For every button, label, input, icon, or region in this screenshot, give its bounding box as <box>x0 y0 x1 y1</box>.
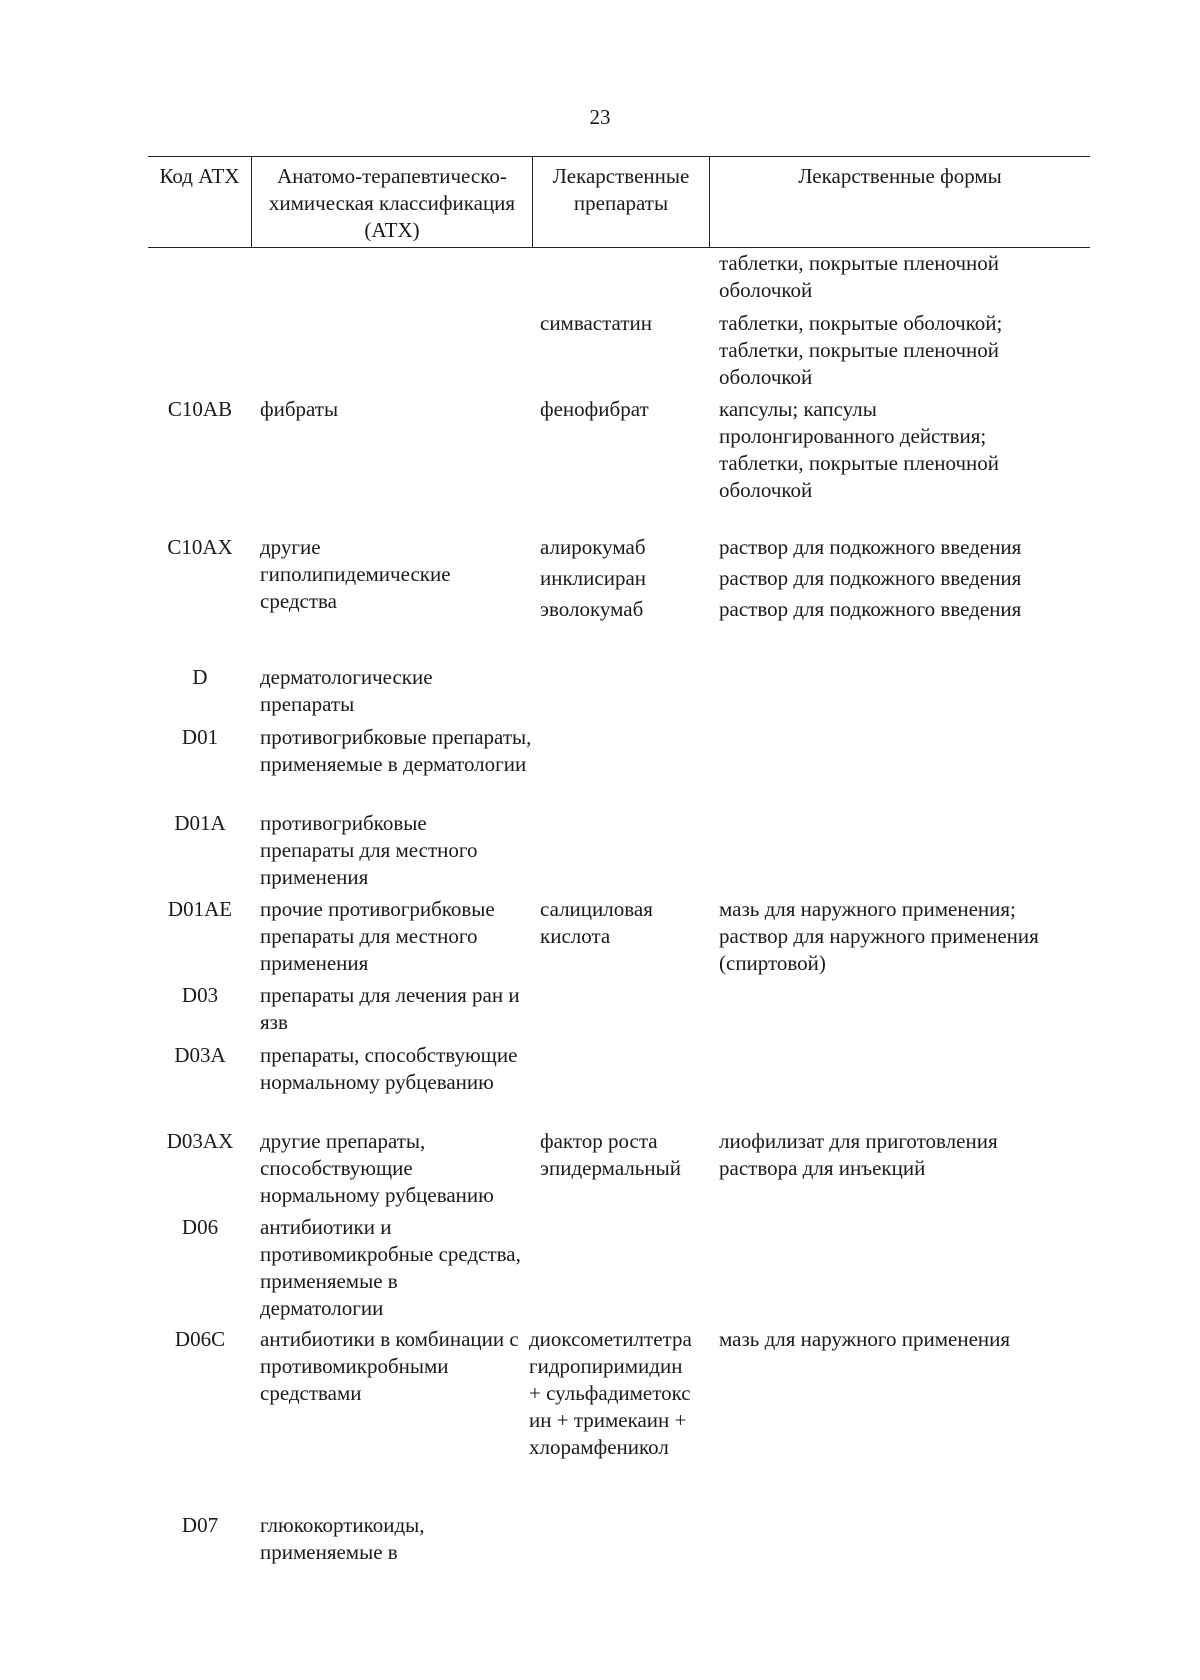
dosage-forms <box>710 664 1090 724</box>
atc-classification: прочие противогрибковые препараты для местного применения <box>260 897 495 975</box>
table-row <box>148 1128 1090 1214</box>
atc-table <box>148 156 1090 1572</box>
table-row <box>148 250 1090 310</box>
dosage-forms <box>710 1512 1090 1572</box>
atc-code: C10AX <box>167 535 233 559</box>
table-row <box>148 810 1090 896</box>
table-row <box>148 724 1090 810</box>
dosage-forms <box>710 1214 1090 1326</box>
atc-classification: противогрибковые препараты для местного применения <box>260 811 478 889</box>
dosage-forms: таблетки, покрытые оболочкой; таблетки, покрытые пленочной оболочкой <box>719 311 1003 389</box>
page-number: 23 <box>589 105 611 129</box>
dosage-forms: мазь для наружного применения <box>719 1327 1011 1351</box>
drug-name: салициловая кислота <box>540 897 653 948</box>
atc-classification: антибиотики в комбинации с противомикробными средствами <box>260 1327 519 1405</box>
dosage-forms: мазь для наружного применения; раствор для наружного применения (спиртовой) <box>719 897 1039 975</box>
atc-classification: антибиотики и противомикробные средства, применяемые в дерматологии <box>260 1215 521 1320</box>
dosage-forms: таблетки, покрытые пленочной оболочкой <box>719 251 1000 302</box>
drug-name <box>533 1042 710 1128</box>
dosage-forms <box>710 982 1090 1042</box>
drug-name <box>533 982 710 1042</box>
dosage-forms <box>710 724 1090 810</box>
atc-code: C10AB <box>167 397 233 421</box>
atc-classification: противогрибковые препараты, применяемые в дерматологии <box>260 725 532 776</box>
atc-classification: глюкокортикоиды, применяемые в <box>260 1513 425 1564</box>
atc-classification: дерматологические препараты <box>260 665 433 716</box>
table-row <box>148 396 1090 534</box>
table-row <box>148 310 1090 396</box>
drug-name: симвастатин <box>540 311 652 335</box>
atc-code <box>148 310 252 396</box>
atc-code <box>148 250 252 310</box>
atc-code: D01 <box>181 725 219 749</box>
table-row <box>148 534 1090 664</box>
atc-code: D06 <box>181 1215 219 1239</box>
atc-code: D03AX <box>166 1129 234 1153</box>
atc-code: D01AE <box>167 897 233 921</box>
drug-name <box>533 1512 710 1572</box>
atc-classification <box>252 250 533 310</box>
table-row <box>148 982 1090 1042</box>
atc-classification: фибраты <box>260 397 339 421</box>
table-row <box>148 1326 1090 1512</box>
dosage-forms: капсулы; капсулы пролонгированного действия; таблетки, покрытые пленочной оболочкой <box>719 397 1000 502</box>
dosage-forms <box>710 810 1090 896</box>
atc-code: D01A <box>174 811 226 835</box>
atc-code: D03A <box>174 1043 226 1067</box>
atc-classification: препараты для лечения ран и язв <box>260 983 520 1034</box>
dosage-forms <box>710 1042 1090 1128</box>
atc-code: D06C <box>174 1327 226 1351</box>
drug-name <box>533 724 710 810</box>
drug-name: фенофибрат <box>540 397 649 421</box>
dosage-forms: лиофилизат для приготовления раствора для инъекций <box>719 1129 998 1180</box>
atc-code: D03 <box>181 983 219 1007</box>
atc-classification: другие гиполипидемические средства <box>260 535 451 613</box>
drug-name: фактор роста эпидермальный <box>540 1129 681 1180</box>
table-row <box>148 1214 1090 1326</box>
atc-classification: препараты, способствующие нормальному рубцеванию <box>260 1043 518 1094</box>
atc-classification <box>252 310 533 396</box>
header-forms: Лекарственные формы <box>798 164 1002 188</box>
table-row <box>148 1042 1090 1128</box>
drug-name: диоксометилтетрагидропиримидин + сульфадиметоксин + тримекаин + хлорамфеникол <box>529 1327 692 1459</box>
drug-name: алирокумаб инклисиран эволокумаб <box>540 535 647 621</box>
table-row <box>148 664 1090 724</box>
drug-name <box>533 250 710 310</box>
table-header <box>148 156 1090 248</box>
atc-classification: другие препараты, способствующие нормальному рубцеванию <box>260 1129 494 1207</box>
header-code: Код АТХ <box>148 157 252 247</box>
drug-name <box>533 1214 710 1326</box>
header-drugs: Лекарственные препараты <box>533 157 710 247</box>
drug-name <box>533 664 710 724</box>
dosage-forms: раствор для подкожного введения раствор для подкожного введения раствор для подкожного введения <box>719 535 1022 621</box>
drug-name <box>533 810 710 896</box>
atc-code: D <box>192 665 208 689</box>
header-classification: Анатомо-терапевтическо-химическая классификация (АТХ) <box>252 157 533 247</box>
atc-code: D07 <box>181 1513 219 1537</box>
table-row <box>148 1512 1090 1572</box>
table-row <box>148 896 1090 982</box>
